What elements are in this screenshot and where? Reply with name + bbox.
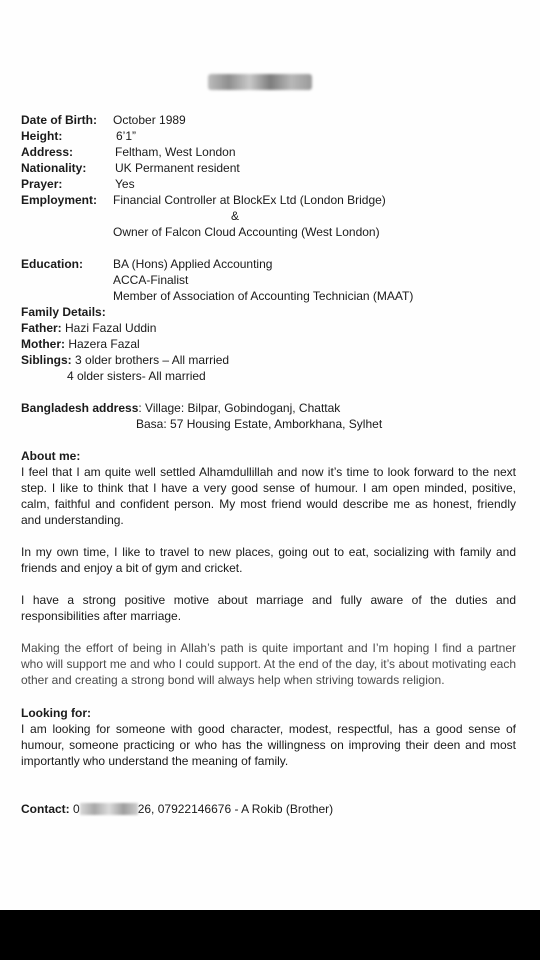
- father-label: Father:: [21, 321, 62, 335]
- mother-value: Hazera Fazal: [68, 337, 140, 351]
- nationality-label: Nationality:: [21, 161, 87, 175]
- height-label: Height:: [21, 129, 63, 143]
- mother-label: Mother:: [21, 337, 65, 351]
- about-paragraph: Making the effort of being in Allah’s path is quite important and I’m hoping I find a partner who will support me and who I could support. At the end of the day, it’s about motivating each other and creating a strong bond will always help when striving towards religion.: [21, 641, 516, 687]
- about-paragraph: I have a strong positive motive about marriage and fully aware of the duties and responsibilities after marriage.: [21, 593, 516, 623]
- bangladesh-line-2: Basa: 57 Housing Estate, Amborkhana, Sylhet: [136, 417, 383, 431]
- redacted-name: [208, 74, 312, 90]
- redacted-phone: [80, 803, 138, 815]
- employment-value-1: Financial Controller at BlockEx Ltd (London Bridge): [113, 193, 386, 207]
- siblings-row: [21, 352, 229, 368]
- bangladesh-label: Bangladesh address: [21, 401, 139, 415]
- mother-row: [21, 336, 140, 352]
- employment-label: Employment:: [21, 193, 98, 207]
- nationality-row: [21, 160, 86, 176]
- contact-suffix: 26, 07922146676 - A Rokib (Brother): [137, 802, 334, 816]
- about-paragraph: In my own time, I like to travel to new places, going out to eat, socializing with family and friends and enjoy a bit of gym and cricket.: [21, 545, 516, 575]
- dob-value: October 1989: [113, 113, 186, 127]
- looking-paragraph: I am looking for someone with good character, modest, respectful, has a good sense of humour, someone practicing or who has the willingness on improving their deen and most importantly who understand the meaning of family.: [21, 722, 516, 768]
- employment-and: &: [231, 209, 240, 223]
- bangladesh-line-1: : Village: Bilpar, Gobindoganj, Chattak: [138, 401, 341, 415]
- dob-label: Date of Birth:: [21, 113, 97, 127]
- father-value: Hazi Fazal Uddin: [65, 321, 157, 335]
- contact-label: Contact:: [21, 802, 70, 816]
- siblings-label: Siblings:: [21, 353, 72, 367]
- about-heading: About me:: [21, 449, 81, 463]
- looking-heading: Looking for:: [21, 706, 91, 720]
- height-row: [21, 128, 62, 144]
- education-row: [21, 256, 83, 272]
- prayer-label: Prayer:: [21, 177, 63, 191]
- prayer-value: Yes: [115, 177, 135, 191]
- height-value: 6’1”: [116, 129, 137, 143]
- education-item: ACCA-Finalist: [113, 273, 189, 287]
- employment-value-2: Owner of Falcon Cloud Accounting (West London): [113, 225, 380, 239]
- screen-bottom-bar: [0, 910, 540, 960]
- siblings-value-2: 4 older sisters- All married: [67, 369, 206, 383]
- dob-row: [21, 112, 97, 128]
- siblings-value-1: 3 older brothers – All married: [75, 353, 230, 367]
- contact-row: [21, 801, 333, 817]
- bangladesh-row: [21, 400, 340, 416]
- employment-row: [21, 192, 97, 208]
- education-item: BA (Hons) Applied Accounting: [113, 257, 273, 271]
- contact-prefix: 0: [73, 802, 80, 816]
- education-label: Education:: [21, 257, 83, 271]
- prayer-row: [21, 176, 62, 192]
- nationality-value: UK Permanent resident: [115, 161, 240, 175]
- address-row: [21, 144, 73, 160]
- family-heading: Family Details:: [21, 305, 106, 319]
- education-item: Member of Association of Accounting Technician (MAAT): [113, 289, 414, 303]
- about-paragraph: I feel that I am quite well settled Alhamdullillah and now it’s time to look forward to the next step. I like to think that I have a very good sense of humour. I am open minded, positive, calm, faithful and confident person. My most friend would describe me as honest, friendly and understanding.: [21, 465, 516, 527]
- address-value: Feltham, West London: [115, 145, 236, 159]
- father-row: [21, 320, 156, 336]
- address-label: Address:: [21, 145, 74, 159]
